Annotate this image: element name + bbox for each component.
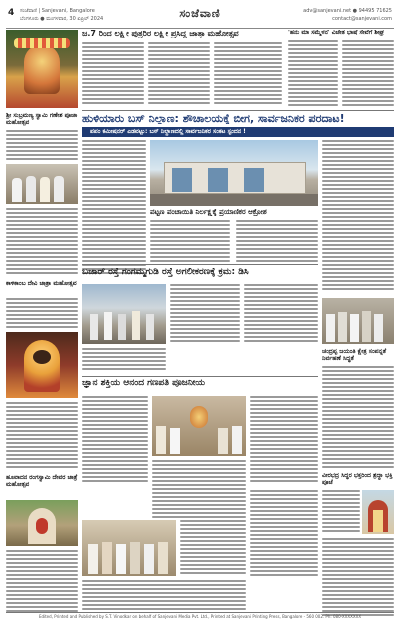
main-banner-subhead: [82, 127, 394, 137]
right-mid-headline: ಚಂದ್ರಪ್ಪ ಜಯಂತಿ ಕ್ಷೇತ್ರ ಸಂಪನ್ನತೆ ನಿರ್ವಹಣೆ ಸಿದ್ಧತೆ: [322, 348, 387, 362]
crowd-body-3: [82, 580, 246, 612]
left-column-headline: ಶ್ರೀ ಸುಬ್ರಮಣ್ಯ ಸ್ವಾಮಿ ಗಣೇಶ ಪೂಜಾ ಮಹೋತ್ಸವ: [6, 112, 78, 126]
center-bottom-headline: ಜ್ಞಾನ ಶಕ್ತಿಯ ಆನಂದ ಗಣಪತಿ ಪೂಜನೀಯ: [82, 379, 206, 388]
left-mid-body-2: [6, 402, 78, 470]
masthead-logo: ಸಂಜೆವಾಣಿ: [179, 7, 221, 20]
right-bottom-body: [322, 490, 360, 534]
footer-rule: [6, 612, 394, 613]
temple-idol-photo: [6, 30, 78, 108]
left-bottom-headline: ಹೂವಾದನ ರಂಗಸ್ವಾಮಿ ದೇವರ ಜಾತ್ರೆ ಮಹೋತ್ಸವ: [6, 474, 78, 488]
left-column-body-2: [6, 208, 78, 276]
left-mid-headline: ಕಾಳಿಕಾಂಬ ದೇವಿ ಜಾತ್ರಾ ಮಹೋತ್ಸವ: [6, 280, 77, 287]
date-line: ಸಂಜೆವಾಣಿ | Sanjevani, Bangalore: [20, 8, 95, 14]
crowd-event-photo: [82, 520, 176, 576]
date-line-2: ಬೆಂಗಳೂರು ● ಮಂಗಳವಾರ, 30 ಏಪ್ರಿಲ್ 2024: [20, 16, 104, 22]
main-banner-subhead-text: ಪಪಂ ಕಮೀಷನರ್ ಎಡವಟ್ಟು: ಬಸ್ ನಿಲ್ದಾಣದಲ್ಲಿ ಸಾರ್ವಜನಿಕರ ಸಂಕಟ ಸ್ಪಂದನ !: [90, 128, 246, 135]
bus-stand-photo: [150, 140, 318, 206]
top-feature-headline: ಜ.7 ರಿಂದ ಲಕ್ಷ್ಮೀ ಪುತ್ರರಿರ ಲಕ್ಷ್ಮೀ ಪ್ರಸಿದ್ಧ ಜಾತ್ರಾ ಮಹೋತ್ಸವ: [82, 30, 239, 38]
banner-top-rule: [82, 110, 394, 111]
banner-body: [82, 140, 146, 276]
left-column-body: [6, 130, 78, 162]
crowd-body: [180, 520, 246, 576]
center-body: [170, 284, 240, 344]
ganapati-body: [82, 396, 148, 484]
contact-line-2: contact@sanjevani.com: [332, 16, 392, 22]
top-right-headline: 'ಹನು ಮಾ ಸಮ್ಮೆಳನ' ವಿಜೇತ ಭಾಷೆ ಸೇವೆಗೆ ಶೀಘ್ರ: [288, 30, 385, 36]
left-bottom-body: [6, 550, 78, 614]
right-meeting-photo: [322, 298, 394, 344]
mid-headline: ಪಟ್ಟಣ ಪಂಚಾಯಿತಿ ನಿರ್ಲಕ್ಷ್ಯಕ್ಕೆ ಪ್ರಯಾಣಿಕರ ಆಕ್ರೋಶ: [150, 209, 267, 216]
top-right-body: [288, 40, 338, 108]
road-inspection-photo: [82, 284, 166, 344]
right-bottom-body-2: [322, 538, 394, 618]
right-mid-body: [322, 366, 394, 470]
mid-body-2: [236, 220, 318, 264]
shrine-photo: [6, 500, 78, 546]
mid-body: [150, 220, 230, 264]
center-rule: [82, 264, 318, 265]
ganapati-group-photo: [152, 396, 246, 456]
banner-right-body: [322, 140, 394, 292]
top-right-body-2: [342, 40, 394, 108]
top-feature-body-2: [148, 42, 210, 106]
newspaper-page: [6, 6, 394, 623]
ganapati-rule: [82, 376, 318, 377]
top-feature-body-3: [214, 42, 282, 106]
ceremony-group-photo: [6, 164, 78, 204]
contact-line-1: adv@sanjevani.net ● 94495 71625: [303, 8, 392, 14]
page-number: 4: [8, 8, 15, 18]
goddess-idol-photo: [6, 332, 78, 398]
center-headline: ಬಜಾರ್ ರಸ್ತೆ ಗಂಗಮ್ಮಗುಡಿ ರಸ್ತೆ ಅಗಲೀಕರಣಕ್ಕೆ ಕ್ರಮ: ಡಿಸಿ: [82, 268, 249, 277]
top-feature-body: [82, 42, 144, 106]
center-body-3: [82, 348, 166, 372]
ganapati-body-3: [152, 460, 246, 520]
ganapati-body-2: [250, 396, 318, 484]
left-mid-body: [6, 298, 78, 330]
center-body-2: [244, 284, 318, 344]
footer-imprint: Edited, Printed and Published by S.T. Vinodkar on behalf of Sanjevani Media Pvt. Ltd., Printed at Sanjevani Printing Press, Bangalore - 560 002. Ph: 080-XXXXXXX: [38, 614, 362, 619]
crowd-body-2: [250, 490, 318, 578]
right-bottom-headline: ವೀರಭದ್ರ ಸಿದ್ಧರ ಭಕ್ತರಿಂದ ಶ್ರದ್ಧಾ ಭಕ್ತಿ ಪೂಜೆ: [322, 472, 393, 486]
temple-gate-photo: [362, 490, 394, 534]
page-header: [6, 6, 394, 29]
main-banner-headline: ಹುಳಿಯಾರು ಬಸ್ ನಿಲ್ದಾಣ: ಶೌಚಾಲಯಕ್ಕೆ ಬೀಗ, ಸಾರ್ವಜನಿಕರ ಪರದಾಟ!: [82, 113, 345, 124]
